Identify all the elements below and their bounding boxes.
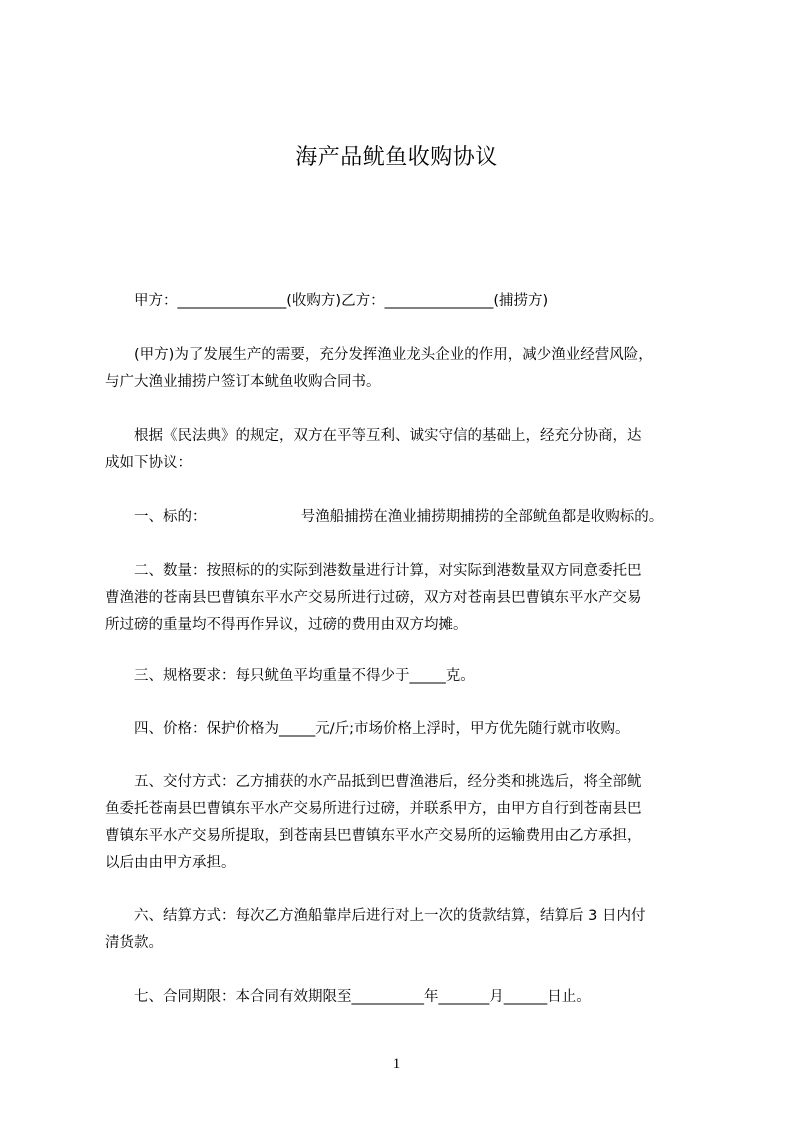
intro-paragraph-line-1: (甲方)为了发展生产的需要，充分发挥渔业龙头企业的作用，减少渔业经营风险，: [105, 347, 653, 363]
clause-price: 四、价格：保护价格为_____元/斤;市场价格上浮时，甲方优先随行就市收购。: [105, 721, 630, 737]
intro-paragraph-line-2: 与广大渔业捕捞户签订本鱿鱼收购合同书。: [105, 374, 381, 390]
clause-quantity-line-3: 所过磅的重量均不得再作异议，过磅的费用由双方均摊。: [105, 617, 468, 633]
party-line: 甲方：_______________(收购方)乙方：_______________(捕捞方): [105, 293, 549, 309]
clause-delivery-line-4: 以后由由甲方承担。: [105, 855, 236, 871]
clause-delivery-line-2: 鱼委托苍南县巴曹镇东平水产交易所进行过磅，并联系甲方，由甲方自行到苍南县巴: [105, 801, 642, 817]
clause-settlement-line-2: 清货款。: [105, 935, 163, 951]
clause-delivery-line-3: 曹镇东平水产交易所提取，到苍南县巴曹镇东平水产交易所的运输费用由乙方承担，: [105, 828, 642, 844]
legal-basis-line-1: 根据《民法典》的规定，双方在平等互利、诚实守信的基础上，经充分协商，达: [105, 428, 642, 444]
document-title: 海产品鱿鱼收购协议: [295, 145, 498, 170]
clause-specification: 三、规格要求：每只鱿鱼平均重量不得少于_____克。: [105, 668, 475, 684]
legal-basis-line-2: 成如下协议：: [105, 455, 192, 471]
clause-delivery-line-1: 五、交付方式：乙方捕获的水产品抵到巴曹渔港后，经分类和挑选后，将全部鱿: [105, 774, 642, 790]
clause-settlement-line-1: 六、结算方式：每次乙方渔船靠岸后进行对上一次的货款结算，结算后 3 日内付: [105, 908, 646, 924]
clause-term: 七、合同期限：本合同有效期限至__________年_______月______日止。: [105, 989, 591, 1005]
page-number: 1: [392, 1056, 401, 1072]
clause-subject: 一、标的： 号渔船捕捞在渔业捕捞期捕捞的全部鱿鱼都是收购标的。: [105, 509, 664, 525]
clause-quantity-line-2: 曹渔港的苍南县巴曹镇东平水产交易所进行过磅，双方对苍南县巴曹镇东平水产交易: [105, 590, 642, 606]
clause-quantity-line-1: 二、数量：按照标的的实际到港数量进行计算，对实际到港数量双方同意委托巴: [105, 563, 642, 579]
